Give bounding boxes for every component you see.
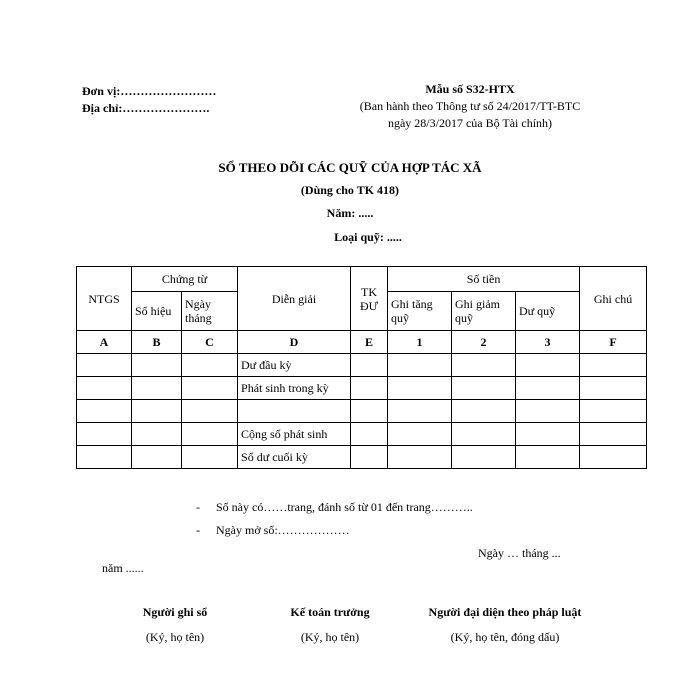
table-cell <box>452 446 516 469</box>
col-note: Ghi chú <box>580 267 647 331</box>
table-cell <box>388 423 452 446</box>
table-cell <box>516 423 580 446</box>
fund-type-line: Loại quỹ: ..... <box>334 230 402 244</box>
table-cell <box>182 400 238 423</box>
note-open-date: Ngày mở sổ:……………… <box>216 523 350 537</box>
table-cell <box>132 354 182 377</box>
col-number: Số hiệu <box>132 292 182 331</box>
row-description: Cộng số phát sinh <box>238 423 351 446</box>
code-cell: 3 <box>516 331 580 354</box>
table-cell <box>452 377 516 400</box>
col-description: Diễn giải <box>238 267 351 331</box>
signature-title: Người đại diện theo pháp luật <box>428 605 582 619</box>
code-cell: 2 <box>452 331 516 354</box>
col-ntgs: NTGS <box>77 267 132 331</box>
col-increase: Ghi tăng quỹ <box>388 292 452 331</box>
table-cell <box>388 400 452 423</box>
table-cell <box>351 400 388 423</box>
table-cell <box>580 377 647 400</box>
row-description <box>238 400 351 423</box>
header-row-1 <box>77 267 647 292</box>
table-cell <box>516 446 580 469</box>
table-cell <box>351 354 388 377</box>
table-cell <box>77 423 132 446</box>
table-cell <box>182 354 238 377</box>
code-cell: B <box>132 331 182 354</box>
signature-hint: (Ký, họ tên, đóng dấu) <box>450 630 560 644</box>
table-row <box>77 446 647 469</box>
year-line-bottom: năm ...... <box>102 561 144 575</box>
fund-ledger-table <box>76 266 647 469</box>
table-cell <box>132 400 182 423</box>
col-date: Ngày tháng <box>182 292 238 331</box>
table-cell <box>351 423 388 446</box>
table-cell <box>516 400 580 423</box>
signature-block-chief-accountant <box>270 605 390 645</box>
table-cell <box>182 423 238 446</box>
table-cell <box>388 446 452 469</box>
unit-label: Đơn vị:…………………… <box>82 84 217 98</box>
signature-title: Kế toán trưởng <box>290 605 370 619</box>
table-cell <box>388 354 452 377</box>
form-code: Mẫu số S32-HTX <box>425 82 515 96</box>
table-row <box>77 354 647 377</box>
col-decrease: Ghi giảm quỹ <box>452 292 516 331</box>
code-cell: 1 <box>388 331 452 354</box>
row-description: Dư đầu kỳ <box>238 354 351 377</box>
signature-block-legal-rep <box>405 605 605 645</box>
code-cell: A <box>77 331 132 354</box>
table-cell <box>77 377 132 400</box>
table-cell <box>182 377 238 400</box>
table-cell <box>351 377 388 400</box>
table-cell <box>452 400 516 423</box>
table-cell <box>580 423 647 446</box>
signature-block-recorder <box>115 605 235 645</box>
page-title: SỔ THEO DÕI CÁC QUỸ CỦA HỢP TÁC XÃ <box>218 160 482 175</box>
table-cell <box>351 446 388 469</box>
table-cell <box>132 446 182 469</box>
page-subtitle: (Dùng cho TK 418) <box>300 183 400 197</box>
note-pages: Sổ này có……trang, đánh số từ 01 đến trang……….. <box>216 500 473 514</box>
table-cell <box>452 354 516 377</box>
signature-hint: (Ký, họ tên) <box>300 630 360 644</box>
table-row <box>77 400 647 423</box>
row-description: Số dư cuối kỳ <box>238 446 351 469</box>
table-cell <box>388 377 452 400</box>
group-amount: Số tiền <box>388 267 580 292</box>
signature-title: Người ghi sổ <box>142 605 208 619</box>
code-cell: D <box>238 331 351 354</box>
table-row <box>77 377 647 400</box>
col-account: TK ĐƯ <box>351 267 388 331</box>
table-cell <box>516 377 580 400</box>
table-cell <box>132 377 182 400</box>
date-line: Ngày … tháng ... <box>478 546 561 560</box>
table-cell <box>580 446 647 469</box>
table-cell <box>580 354 647 377</box>
bullet-dash-1: - <box>196 500 200 514</box>
bullet-dash-2: - <box>196 523 200 537</box>
signature-hint: (Ký, họ tên) <box>145 630 205 644</box>
group-voucher: Chứng từ <box>132 267 238 292</box>
row-description: Phát sinh trong kỳ <box>238 377 351 400</box>
table-cell <box>580 400 647 423</box>
code-row <box>77 331 647 354</box>
table-cell <box>132 423 182 446</box>
table-cell <box>182 446 238 469</box>
table-cell <box>452 423 516 446</box>
table-row <box>77 423 647 446</box>
year-line: Năm: ..... <box>326 206 374 220</box>
table-cell <box>77 446 132 469</box>
issued-line-2: ngày 28/3/2017 của Bộ Tài chính) <box>387 116 553 130</box>
code-cell: F <box>580 331 647 354</box>
address-label: Địa chỉ:…………………. <box>82 101 210 115</box>
code-cell: C <box>182 331 238 354</box>
table-cell <box>77 354 132 377</box>
table-cell <box>516 354 580 377</box>
issued-line-1: (Ban hành theo Thông tư số 24/2017/TT-BTC <box>359 99 581 113</box>
form-code-block <box>330 82 610 131</box>
table-cell <box>77 400 132 423</box>
code-cell: E <box>351 331 388 354</box>
col-balance: Dư quỹ <box>516 292 580 331</box>
